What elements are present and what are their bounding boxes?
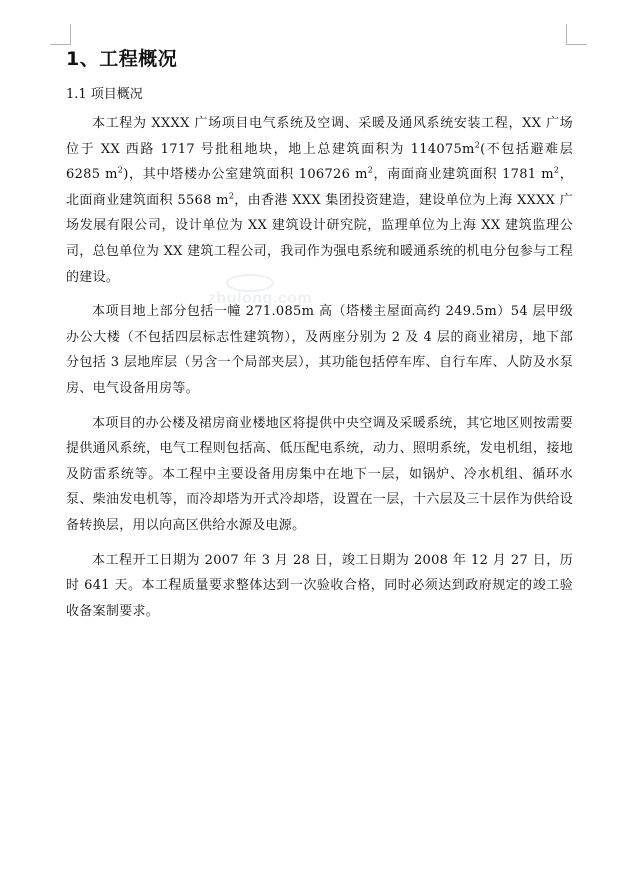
crop-mark-top-right [566,24,587,45]
paragraph-systems: 本项目的办公楼及裙房商业楼地区将提供中央空调及采暖系统，其它地区则按需要提供通风系统，电气工程则包括高、低压配电系统，动力、照明系统，发电机组，接地及防雷系统等。本工程中主要设备用房集中在地下一层，如锅炉、冷水机组、循环水泵、柴油发电机等，而冷却塔为开式冷却塔，设置在一层，十六层及三十层作为供给设备转换层，用以向高区供给水源及电源。 [66,415,573,533]
paragraph-text: ，北面商业建筑面积 5568 m [66,167,574,208]
paragraph-schedule: 本工程开工日期为 2007 年 3 月 28 日，竣工日期为 2008 年 12 月 27 日，历时 641 天。本工程质量要求整体达到一次验收合格，同时必须达到政府规定的竣工验收备案制要求。 [66,552,573,619]
crop-mark-top-left [50,24,71,45]
superscript: 2 [367,165,374,175]
paragraph-text: ，南面商业建筑面积 1781 m [373,167,554,183]
paragraph-overview [66,111,573,290]
paragraph-text: ，由香港 XXX 集团投资建造，建设单位为上海 XXXX 广场发展有限公司，设计单位为 XX 建筑设计研究院，监理单位为上海 XX 建筑监理公司，总包单位为 XX 建筑工程公司，我司作为强电系统和暖通系统的机电分包参与工程的建设。 [66,192,573,285]
section-heading: 1、工程概况 [66,48,178,70]
paragraph-text: (不包括避难层 6285 m [66,141,574,183]
superscript: 2 [117,165,124,175]
superscript: 2 [474,140,481,150]
superscript: 2 [228,191,235,201]
superscript: 2 [553,165,560,175]
watermark-text: zhulong.com [208,290,313,307]
subsection-heading: 1.1 项目概况 [66,87,143,102]
paragraph-structure: 本项目地上部分包括一幢 271.085m 高（塔楼主屋面高约 249.5m）54 层甲级办公大楼（不包括四层标志性建筑物），及两座分别为 2 及 4 层的商业裙房，地下部分包括 3 层地库层（另含一个局部夹层），其功能包括停车库、自行车库、人防及水泵房、电气设备用房等。 [66,304,573,396]
document-body [66,46,573,624]
paragraph-text: 本工程为 XXXX 广场项目电气系统及空调、采暖及通风系统安装工程，XX 广场位于 XX 西路 1717 号批租地块，地上总建筑面积为 114075m [66,116,573,157]
paragraph-text: )，其中塔楼办公室建筑面积 106726 m [123,167,368,183]
